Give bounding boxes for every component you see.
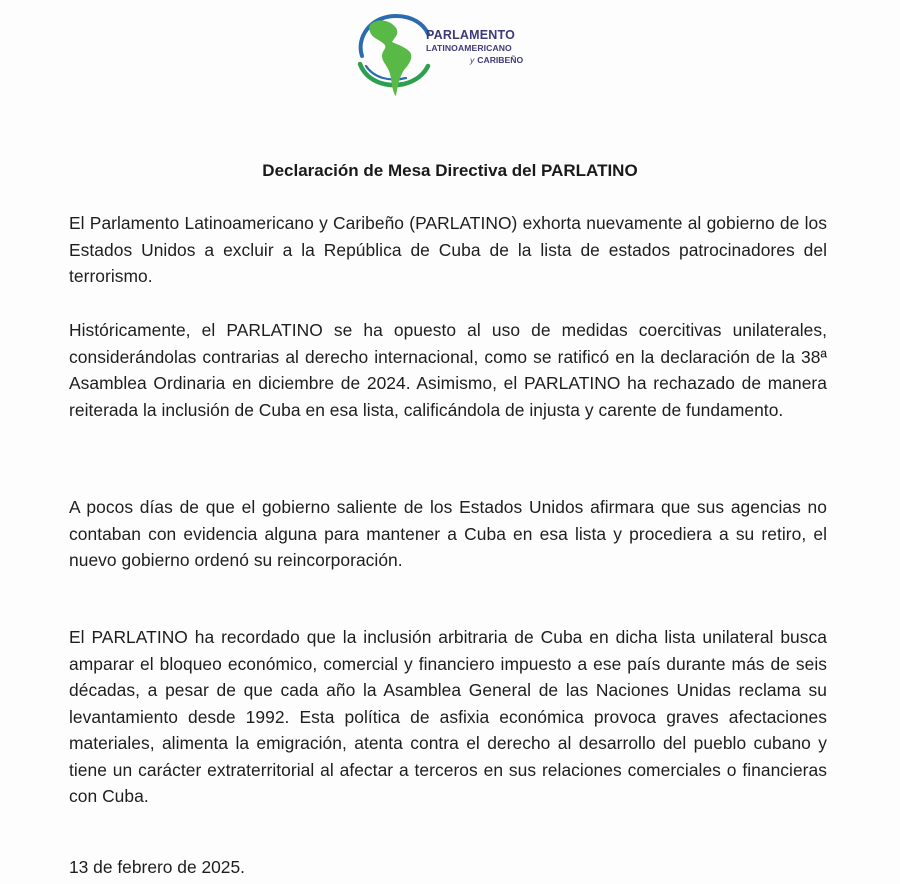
document-title: Declaración de Mesa Directiva del PARLATINO — [262, 161, 638, 180]
logo-line-parlamento: PARLAMENTO — [426, 28, 516, 42]
paragraph-2: Históricamente, el PARLATINO se ha opuesto al uso de medidas coercitivas unilaterales, considerándolas contrarias al derecho internacional, como se ratificó en la declaración de la 38ª Asamblea Ordinaria en diciembre de 2024. Asimismo, el PARLATINO ha rechazado de manera reiterada la inclusión de Cuba en esa lista, calificándola de injusta y carente de fundamento. — [69, 320, 827, 420]
logo-line-latinoamericano: LATINOAMERICANO — [426, 43, 512, 53]
paragraph-4: El PARLATINO ha recordado que la inclusión arbitraria de Cuba en dicha lista unilateral busca amparar el bloqueo económico, comercial y financiero impuesto a ese país durante más de seis décadas, a pesar de que cada año la Asamblea General de las Naciones Unidas reclama su levantamiento desde 1992. Esta política de asfixia económica provoca graves afectaciones materiales, alimenta la emigración, atenta contra el derecho al desarrollo del pueblo cubano y tiene un carácter extraterritorial al afectar a terceros en sus relaciones comerciales o financieras con Cuba. — [69, 627, 827, 806]
document-date: 13 de febrero de 2025. — [69, 857, 245, 877]
paragraph-1: El Parlamento Latinoamericano y Caribeño (PARLATINO) exhorta nuevamente al gobierno de los Estados Unidos a excluir a la República de Cuba de la lista de estados patrocinadores del terrorismo. — [69, 213, 827, 286]
logo-y: y — [470, 55, 475, 65]
paragraph-3: A pocos días de que el gobierno saliente de los Estados Unidos afirmara que sus agencias no contaban con evidencia alguna para mantener a Cuba en esa lista y procediera a su retiro, el nuevo gobierno ordenó su reincorporación. — [69, 497, 827, 570]
logo-text — [426, 28, 556, 66]
logo-line-caribeno — [426, 54, 556, 66]
parlatino-logo — [352, 8, 552, 100]
americas-globe-icon — [352, 8, 432, 100]
logo-caribeno: CARIBEÑO — [477, 55, 524, 65]
